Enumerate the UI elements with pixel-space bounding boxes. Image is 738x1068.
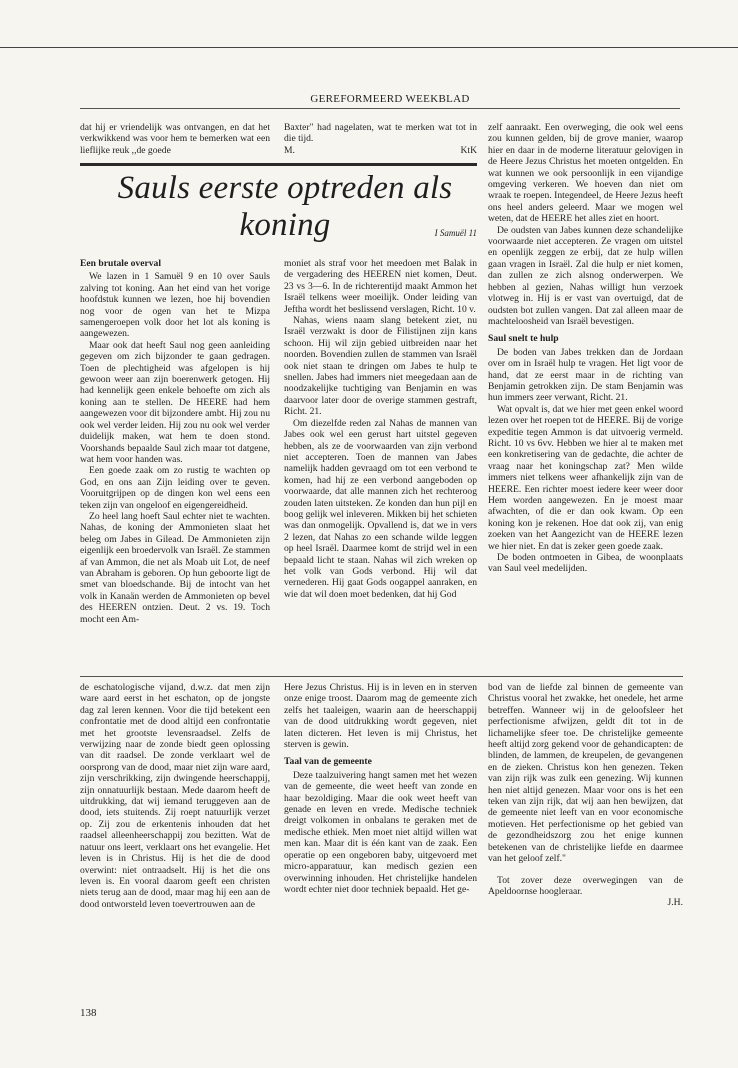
paragraph: De boden van Jabes trekken dan de Jordaan over om in Israël hulp te vragen. Het ligt voor de hand, dat ze eerst maar in de richting van Benjamin getrokken zijn. De stam Benjamin was hun immers zeer verwant, Richt. 21. [488, 346, 683, 404]
article-title: Sauls eerste optreden als koning [117, 170, 453, 243]
article-column-3 [488, 122, 683, 575]
paragraph: de eschatologische vijand, d.w.z. dat men zijn ware aard eerst in het eschaton, op de jongste dag zal leren kennen. Voor die tijd betekent een confrontatie met de dood altijd een confrontatie met het grootste levensraadsel. Zelfs de verwijzing naar de zonde biedt geen oplossing van dit raadsel. De zonde verklaart wel de oorsprong van de dood, maar niet zijn ware aard, zijn verschrikking, zijn dwingende heerschappij, zijn onnatuurlijk bestaan. Mede daarom heeft de uitdrukking, dat wij iemand teruggeven aan de dood, iets stuitends. Zij roept natuurlijk verzet op. Zij zou de erkentenis inhouden dat het raadsel alleenheerschappij zou bezitten. Wat de natuur ons leert, verklaart ons het evangelie. Het leven is in Christus. Hij is het die de dood overwint: niet ontraadselt. Hij is het die ons leven is. En vooral daarom geeft een christen niets terug aan de dood, maar mag hij een aan de dood ontworsteld leven toevertrouwen aan de [80, 682, 270, 910]
paragraph: We lazen in 1 Samuël 9 en 10 over Sauls zalving tot koning. Aan het eind van het vorige hoofdstuk kunnen we lezen, hoe hij bovendien nog voor de ogen van het te Mizpa samengeroepen volk door het lot als koning is aangewezen. [80, 271, 270, 340]
paragraph: Wat opvalt is, dat we hier met geen enkel woord lezen over het roepen tot de HEERE. Bij de vorige expeditie tegen Ammon is dat uitvoerig vermeld. Richt. 10 vs 6vv. Hebben we hier al te maken met een konkretisering van de gedachte, die achter de vraag naar het koningschap zat? Men wilde immers niet telkens weer afhankelijk zijn van de HEERE. Een richter moest iedere keer weer door Hem worden aangewezen. En je moest maar afwachten, of die er dan ook kwam. Op een koning kon je rekenen. Hoe dat ook zij, van enig zoeken van het Aangezicht van de HEERE lezen we hier niet. En dat is zeker geen goede zaak. [488, 403, 683, 552]
author-signature: J.H. [667, 897, 683, 909]
article-column-2 [284, 258, 477, 600]
mid-rule [80, 676, 683, 677]
paragraph: Tot zover deze overwegingen van de Apeldoornse hoogleraar. [488, 874, 683, 897]
paragraph: bod van de liefde zal binnen de gemeente van Christus vooral het zwakke, het onedele, het arme betreffen. Wanneer wij in de geloofsleer het perfectionisme afwijzen, geldt dit tot in de lichamelijke sfeer toe. De christelijke gemeente heeft altijd zorg gekend voor de gehandicapten: de blinden, de lammen, de kreupelen, de gevangenen en de zieken. Christus kon hen genezen. Teken van zijn rijk was zulk een genezing. Wij kunnen hen niet altijd genezen. Maar voor ons is het een teken van zijn rijk, dat wij aan hen bewijzen, dat de gemeente niet leeft van en voor economische motieven. Het perfectionisme op het gebied van de gezondheidszorg zou het enige kunnen betekenen van de christelijke liefde en daarmee van het geloof zelf." [488, 682, 683, 865]
paragraph: Nahas, wiens naam slang betekent ziet, nu Israël verzwakt is door de Filistijnen zijn kans schoon. Hij wil zijn gebied uitbreiden naar het noorden. Bovendien zullen de stammen van Israël ook niet staan te dringen om Jabes te hulp te snellen. Jabes had immers niet meegedaan aan de noodzakelijke tuchtiging van Benjamin en was daarvoor later door de overige stammen gestraft, Richt. 21. [284, 315, 477, 418]
prev-article-sign-right: KtK [460, 144, 477, 156]
bottom-column-3 [488, 682, 683, 909]
paragraph: zelf aanraakt. Een overweging, die ook wel eens zou kunnen gelden, bij de grove manier, waarop hier en daar in de moderne literatuur gelovigen in de Heere Jezus Christus het moeten ontgelden. En wat kunnen we ook persoonlijk in een vijandige omgeving verkeren. We hoeven dan niet om wraak te roepen. Integendeel, de Heere Jezus heeft ons heel anders geleerd. Maar we mogen wel weten, dat de HEERE het alles ziet en hoort. [488, 122, 683, 225]
paragraph: Om diezelfde reden zal Nahas de mannen van Jabes ook wel een gerust hart uitstel gegeven hebben, als ze de voorwaarden van zijn verbond niet accepteren. Toen de mannen van Jabes namelijk hadden gevraagd om tot een verbond te komen, had hij ze een verbond aangeboden op voorwaarde, dat alle mannen zich het rechteroog zouden laten uitsteken. Ze konden dan hun pijl en boog gelijk wel inleveren. Mikken bij het schieten was dan onmogelijk. Opvallend is, dat we in vers 2 lezen, dat Nahas zo een schande wilde leggen op heel Israël. Daarmee komt de strijd wel in een bepaald licht te staan. Nahas wil zich wreken op het volk van Gods verbond. Hij wil dat vernederen. Hij gaat Gods oogappel aanraken, en wie dat wil doen moet bedenken, dat hij God [284, 417, 477, 600]
prev-article-col-1 [80, 122, 270, 156]
prev-article-text-2: Baxter" had nagelaten, wat te merken wat tot in die tijd. [284, 122, 477, 145]
article-reference: I Samuël 11 [434, 228, 477, 238]
section-heading: Taal van de gemeente [284, 756, 372, 768]
header-rule [80, 108, 680, 109]
page-number: 138 [80, 1007, 97, 1019]
paragraph-gap [488, 865, 683, 875]
paragraph: De oudsten van Jabes kunnen deze schandelijke voorwaarde niet accepteren. Ze vragen om uitstel en openlijk zeggen ze erbij, dat ze hulp willen gaan vragen in Israël. Zal die hulp er niet komen, dan zullen ze zich alsnog onderwerpen. We hebben al gezien, Nahas willigt hun verzoek vlotweg in. Hij is er vast van overtuigd, dat de oudsten bot zullen vangen. Dat zal alleen maar de machteloosheid van Israël bevestigen. [488, 224, 683, 327]
prev-article-sign-left: M. [284, 144, 295, 156]
paragraph: Here Jezus Christus. Hij is in leven en in sterven onze enige troost. Daarom mag de gemeente zich zelfs het taaleigen, waarin aan de heerschappij van de dood uitdrukking wordt gegeven, niet laten dicteren. Het leven is mij Christus, het sterven is gewin. [284, 682, 477, 751]
prev-article-col-2 [284, 122, 477, 156]
paragraph: Zo heel lang hoeft Saul echter niet te wachten. Nahas, de koning der Ammonieten slaat het beleg om Jabes in Gilead. De Ammonieten zijn eigenlijk een broedervolk van Israël. Ze stammen af van Ammon, die net als Moab uit Lot, de neef van Abraham is geboren. Op hun geboorte ligt de smet van bloedschande. Bij de intocht van het volk in Kanaän werden de Ammonieten op bevel des HEEREN ontzien. Deut. 2 vs. 19. Toch mocht een Am- [80, 510, 270, 625]
bottom-column-2 [284, 682, 477, 895]
running-title: GEREFORMEERD WEEKBLAD [310, 93, 470, 105]
paragraph: Een goede zaak om zo rustig te wachten op God, en ons aan Zijn leiding over te geven. Vooruitgrijpen op de dingen kon wel eens een teken zijn van ongeloof en eigengereidheid. [80, 465, 270, 511]
prev-article-text-1: dat hij er vriendelijk was ontvangen, en dat het verkwikkend was voor hem te bemerken wat een lieflijke reuk ,,de goede [80, 122, 270, 156]
section-heading: Een brutale overval [80, 258, 162, 269]
article-separator [80, 163, 477, 166]
top-rule [0, 47, 738, 48]
section-heading: Saul snelt te hulp [488, 333, 559, 345]
paragraph: Deze taalzuivering hangt samen met het wezen van de gemeente, die weet heeft van zonde en haar bezoldiging. Maar die ook weet heeft van genade en leven en vrede. Medische techniek dreigt volkomen in onbalans te geraken met de medische ethiek. Men moet niet altijd willen wat men kan. Maar dit is één kant van de zaak. Een operatie op een ongeboren baby, uitgevoerd met micro-apparatuur, kan medisch gezien een overwinning inhouden. Het christelijke handelen wordt echter niet door techniek bepaald. Het ge- [284, 769, 477, 895]
article-column-1 [80, 258, 270, 625]
paragraph: Maar ook dat heeft Saul nog geen aanleiding gegeven om zich bijzonder te gaan gedragen. Toen de plechtigheid was afgelopen is hij gewoon weer aan zijn boerenwerk getogen. Hij had kennelijk geen enkele behoefte om zich als koning aan te stellen. De HEERE had hem aangewezen voor dit bijzondere ambt. Hij zou nu ook wel verder leiden. Hij zou nu ook wel verder duidelijk maken, wat hem te doen stond. Voorshands bepaalde Saul zich maar tot datgene, wat hem voor handen was. [80, 339, 270, 465]
paragraph: De boden ontmoeten in Gibea, de woonplaats van Saul veel medelijden. [488, 552, 683, 575]
bottom-column-1 [80, 682, 270, 910]
paragraph: moniet als straf voor het meedoen met Balak in de vergadering des HEEREN niet komen, Deut. 23 vs 3—6. In de richterentijd maakt Ammon het Israël telkens weer moeilijk. Onder leiding van Jeftha wordt het beslissend verslagen, Richt. 10 v. [284, 258, 477, 315]
